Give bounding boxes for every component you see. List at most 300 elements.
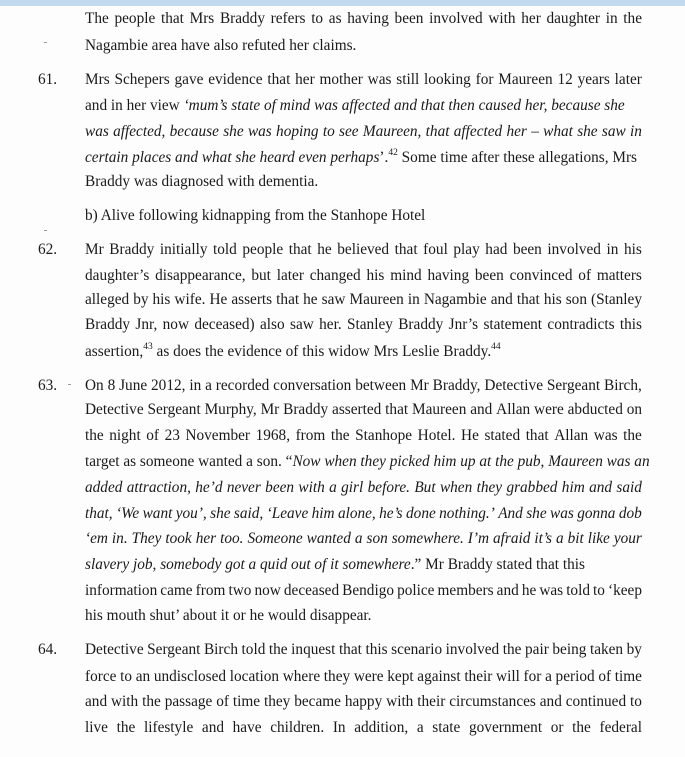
- word: deceased): [194, 316, 255, 333]
- word: taken: [589, 641, 624, 658]
- word: her: [521, 10, 541, 27]
- word: that: [160, 10, 184, 27]
- word: affected,: [113, 123, 166, 140]
- word: her: [195, 530, 217, 547]
- word: changed: [309, 267, 361, 284]
- word: Nagambie: [423, 291, 487, 308]
- word: he: [317, 241, 332, 258]
- word: Stanhope: [355, 427, 413, 444]
- word: location: [229, 668, 280, 685]
- footnote-ref: 44: [491, 342, 501, 352]
- word: with: [386, 693, 414, 710]
- paragraph-63-line: [85, 478, 642, 498]
- word: police: [397, 582, 435, 599]
- word: people: [114, 10, 156, 27]
- word: They: [131, 530, 162, 547]
- word: foul: [423, 241, 448, 258]
- word: to: [322, 123, 335, 140]
- word: to: [630, 693, 642, 710]
- word: or: [550, 719, 564, 736]
- word: Allan: [554, 427, 589, 444]
- word: 12: [557, 71, 573, 88]
- scan-mark: [68, 384, 71, 385]
- word: a: [416, 719, 424, 736]
- word: Maureen: [411, 401, 467, 418]
- word: Mrs: [189, 10, 215, 27]
- top-edge-bar: [0, 0, 685, 6]
- word: –: [531, 123, 539, 140]
- word: from: [295, 427, 326, 444]
- paragraph-number: 64.: [38, 641, 58, 658]
- word: circumstances: [449, 693, 536, 710]
- word: lifestyle: [143, 719, 194, 736]
- word: that: [385, 401, 409, 418]
- word: done: [406, 505, 436, 522]
- word: she: [526, 505, 547, 522]
- word: somewhere.: [391, 530, 464, 547]
- word: hoping: [276, 123, 319, 140]
- word: girl: [341, 479, 364, 496]
- word: Allan: [496, 401, 531, 418]
- word: mind: [390, 267, 422, 284]
- word: saw: [321, 291, 346, 308]
- word: in: [605, 10, 618, 27]
- word: being: [552, 641, 587, 658]
- word: a: [205, 377, 212, 394]
- word: disappearance,: [155, 267, 246, 284]
- scan-mark: [44, 42, 47, 43]
- word: said: [616, 479, 642, 496]
- word: play: [453, 241, 480, 258]
- word: deceased: [283, 582, 340, 599]
- word: came: [160, 582, 193, 599]
- footnote-ref: 43: [143, 342, 153, 352]
- word: Murphy,: [204, 401, 257, 418]
- word: also: [260, 316, 285, 333]
- paragraph-63-line: his mouth shut’ about it or he would disappear.: [85, 607, 372, 624]
- word: later: [614, 71, 642, 88]
- word: Someone: [247, 530, 303, 547]
- word: saw: [601, 123, 626, 140]
- word: this: [619, 316, 642, 333]
- word: for: [475, 71, 494, 88]
- word: with: [111, 693, 139, 710]
- word: and: [490, 291, 513, 308]
- word: of: [598, 668, 612, 685]
- word: the: [142, 693, 161, 710]
- paragraph-61-line: [85, 122, 642, 142]
- word: have: [232, 719, 262, 736]
- word: and: [85, 693, 108, 710]
- word: Maureen: [349, 291, 404, 308]
- word: said,: [233, 505, 264, 522]
- word: involved: [429, 10, 483, 27]
- word: been: [474, 267, 504, 284]
- word: pair: [525, 641, 549, 658]
- word: 23: [164, 427, 180, 444]
- word: two: [228, 582, 252, 599]
- paragraph-62-line: [85, 315, 642, 335]
- word: asserted: [332, 401, 382, 418]
- word: against: [417, 668, 461, 685]
- word: the: [572, 719, 591, 736]
- word: Mr: [85, 241, 104, 258]
- word: was: [247, 123, 272, 140]
- word: Detective: [85, 641, 144, 658]
- word: mother: [319, 71, 363, 88]
- word: your: [613, 530, 642, 547]
- word: now: [254, 582, 281, 599]
- word: to: [311, 10, 324, 27]
- paragraph-63-line: [85, 529, 642, 549]
- word: Detective: [484, 377, 543, 394]
- word: never: [226, 479, 261, 496]
- paragraph-63-line: target as someone wanted a son. “Now when they picked him up at the pub, Maureen was an: [85, 453, 650, 470]
- word: saw: [290, 316, 314, 333]
- word: I’m: [467, 530, 490, 547]
- word: a: [354, 530, 363, 547]
- word: him: [311, 505, 335, 522]
- word: told: [241, 641, 266, 658]
- word: wanted: [306, 530, 351, 547]
- word: Maureen,: [362, 123, 422, 140]
- paragraph-63-line: [85, 581, 642, 601]
- word: and: [539, 693, 562, 710]
- word: still: [396, 71, 420, 88]
- word: time: [614, 668, 642, 685]
- word: a: [545, 668, 552, 685]
- paragraph-64-line: [85, 718, 642, 738]
- paragraph-number: 61.: [38, 71, 58, 88]
- word: recorded: [215, 377, 270, 394]
- word: see: [339, 123, 359, 140]
- word: happy: [344, 693, 383, 710]
- word: were: [353, 668, 384, 685]
- word: now: [162, 316, 190, 333]
- word: Detective: [85, 401, 144, 418]
- word: Mrs: [85, 71, 110, 88]
- word: The: [85, 10, 109, 27]
- word: Jnr’s: [448, 316, 479, 333]
- word: what: [543, 123, 573, 140]
- word: information: [85, 582, 158, 599]
- word: that: [276, 291, 300, 308]
- word: you’,: [175, 505, 207, 522]
- word: Braddy: [219, 10, 265, 27]
- word: been: [512, 241, 542, 258]
- word: Braddy: [109, 241, 155, 258]
- word: they: [476, 479, 503, 496]
- word: involved: [547, 241, 601, 258]
- paragraph-63-line: slavery job, somebody got a quid out of it somewhere.” Mr Braddy stated that this: [85, 556, 585, 573]
- word: alone,: [337, 505, 376, 522]
- word: Braddy: [85, 316, 131, 333]
- word: ‘We: [116, 505, 140, 522]
- word: believed: [337, 241, 390, 258]
- word: that,: [85, 505, 113, 522]
- word: was: [550, 505, 574, 522]
- word: daughter: [546, 10, 601, 27]
- paragraph-continuation-line: Nagambie area have also refuted her claims.: [85, 37, 357, 54]
- word: that: [338, 641, 362, 658]
- word: involved: [445, 641, 500, 658]
- word: live: [85, 719, 108, 736]
- footnote-ref: 42: [388, 148, 398, 158]
- word: son: [565, 291, 587, 308]
- word: later: [276, 267, 304, 284]
- word: in: [189, 377, 202, 394]
- word: He: [209, 291, 228, 308]
- word: bit: [567, 530, 584, 547]
- word: continued: [565, 693, 627, 710]
- section-heading: b) Alive following kidnapping from the Stanhope Hotel: [85, 207, 426, 224]
- paragraph-62-line: [85, 266, 642, 286]
- word: before.: [367, 479, 410, 496]
- word: daughter’s: [85, 267, 150, 284]
- word: government: [469, 719, 543, 736]
- word: as: [328, 10, 342, 27]
- word: Jnr,: [135, 316, 158, 333]
- word: her: [506, 123, 527, 140]
- word: their: [417, 693, 446, 710]
- paragraph-63-line: [85, 400, 642, 420]
- word: his: [623, 241, 642, 258]
- word: stated: [484, 427, 521, 444]
- word: Schepers: [114, 71, 170, 88]
- word: Sergeant: [147, 641, 201, 658]
- word: by: [133, 291, 149, 308]
- word: conversation: [273, 377, 352, 394]
- word: having: [347, 10, 389, 27]
- word: On: [85, 377, 104, 394]
- paragraph-61-line: certain places and what she heard even perhaps’.$^{42}$ Some time after these allegations, Mrs: [85, 148, 638, 166]
- word: on: [626, 401, 642, 418]
- word: where: [282, 668, 321, 685]
- word: by: [626, 641, 642, 658]
- word: (Stanley: [591, 291, 642, 308]
- word: in.: [111, 530, 128, 547]
- word: time: [232, 693, 261, 710]
- word: and: [470, 401, 493, 418]
- word: like: [587, 530, 610, 547]
- word: Stanley: [347, 316, 393, 333]
- word: that: [525, 427, 549, 444]
- word: members: [437, 582, 494, 599]
- word: been: [394, 10, 424, 27]
- word: his: [543, 291, 562, 308]
- word: June: [119, 377, 148, 394]
- paragraph-64-line: [85, 640, 642, 660]
- paragraph-62-line: assertion,$^{43}$ as does the evidence of this widow Mrs Leslie Braddy.$^{44}$: [85, 342, 501, 360]
- word: scenario: [391, 641, 443, 658]
- paragraph-number: 62.: [38, 241, 58, 258]
- word: she: [577, 123, 598, 140]
- word: a: [329, 479, 337, 496]
- paragraph-63-line: [85, 504, 642, 524]
- word: that: [288, 241, 312, 258]
- word: they: [263, 693, 291, 710]
- word: Braddy,: [432, 377, 481, 394]
- word: In: [332, 719, 346, 736]
- word: him: [561, 479, 585, 496]
- word: told: [566, 582, 590, 599]
- word: affected: [453, 123, 503, 140]
- paragraph-63-line: [85, 426, 642, 446]
- word: federal: [599, 719, 642, 736]
- word: contradicts: [547, 316, 615, 333]
- word: kept: [387, 668, 414, 685]
- word: he: [521, 582, 537, 599]
- word: to: [593, 582, 605, 599]
- paragraph-number: 63.: [38, 377, 58, 394]
- word: added: [85, 479, 123, 496]
- word: that: [516, 291, 540, 308]
- word: between: [355, 377, 407, 394]
- word: state: [432, 719, 461, 736]
- paragraph-63-line: [85, 376, 642, 396]
- word: years: [577, 71, 610, 88]
- word: the: [85, 427, 104, 444]
- word: was: [367, 71, 392, 88]
- word: with: [488, 10, 516, 27]
- word: and: [201, 719, 224, 736]
- word: gonna: [577, 505, 616, 522]
- word: will: [496, 668, 520, 685]
- word: having: [427, 267, 470, 284]
- word: initially: [159, 241, 208, 258]
- word: became: [294, 693, 341, 710]
- word: of: [578, 267, 592, 284]
- word: a: [555, 530, 564, 547]
- word: they: [323, 668, 351, 685]
- word: 2012,: [151, 377, 186, 394]
- word: want: [142, 505, 173, 522]
- word: He: [461, 427, 479, 444]
- word: she: [223, 123, 244, 140]
- word: attraction,: [126, 479, 191, 496]
- word: gave: [174, 71, 204, 88]
- word: asserts: [231, 291, 273, 308]
- word: dob: [618, 505, 642, 522]
- word: Braddy: [398, 316, 444, 333]
- word: ‘Leave: [266, 505, 309, 522]
- word: to: [120, 668, 133, 685]
- word: in: [630, 123, 642, 140]
- word: told: [213, 241, 237, 258]
- word: he’d: [195, 479, 223, 496]
- word: the: [330, 427, 350, 444]
- word: But: [414, 479, 436, 496]
- word: afraid: [493, 530, 531, 547]
- word: too.: [220, 530, 244, 547]
- word: children.: [270, 719, 325, 736]
- word: she: [210, 505, 231, 522]
- word: that: [425, 123, 450, 140]
- word: convinced: [509, 267, 573, 284]
- word: with: [298, 479, 325, 496]
- word: people: [242, 241, 284, 258]
- word: period: [555, 668, 595, 685]
- word: son: [366, 530, 388, 547]
- paragraph-61-line: [85, 70, 642, 90]
- word: the: [268, 641, 288, 658]
- word: Birch,: [604, 377, 642, 394]
- scan-mark: [44, 230, 47, 231]
- word: in: [606, 241, 619, 258]
- word: looking: [424, 71, 471, 88]
- word: 8: [107, 377, 116, 394]
- word: alleged: [85, 291, 130, 308]
- word: of: [146, 427, 160, 444]
- word: he’s: [379, 505, 403, 522]
- word: this: [365, 641, 388, 658]
- word: passage: [164, 693, 213, 710]
- word: her: [295, 71, 315, 88]
- word: an: [135, 668, 151, 685]
- word: he: [303, 291, 318, 308]
- word: force: [85, 668, 117, 685]
- paragraph-continuation-line: [85, 9, 642, 29]
- word: night: [109, 427, 141, 444]
- word: Sergeant: [546, 377, 601, 394]
- word: in: [407, 291, 420, 308]
- word: Braddy: [283, 401, 329, 418]
- word: ‘em: [85, 530, 108, 547]
- word: were: [534, 401, 564, 418]
- word: because: [169, 123, 219, 140]
- paragraph-62-line: [85, 240, 642, 260]
- paragraph-61-line: and in her view ‘mum’s state of mind was affected and that then caused her, because she: [85, 97, 625, 114]
- word: Birch: [203, 641, 238, 658]
- word: Mr: [260, 401, 280, 418]
- paragraph-62-line: [85, 290, 642, 310]
- word: the: [502, 641, 522, 658]
- paragraph-61-line: Braddy was diagnosed with dementia.: [85, 173, 319, 190]
- word: had: [485, 241, 508, 258]
- word: undisclosed: [153, 668, 227, 685]
- word: Mr: [410, 377, 429, 394]
- word: statement: [483, 316, 543, 333]
- word: was: [539, 582, 564, 599]
- word: addition,: [354, 719, 409, 736]
- word: that: [267, 71, 291, 88]
- word: ‘keep: [608, 582, 642, 599]
- word: and: [496, 582, 519, 599]
- word: abducted: [567, 401, 623, 418]
- word: Hotel.: [417, 427, 456, 444]
- word: the: [623, 10, 642, 27]
- word: that: [394, 241, 418, 258]
- word: her.: [319, 316, 342, 333]
- word: been: [265, 479, 295, 496]
- word: for: [523, 668, 542, 685]
- word: Bendigo: [342, 582, 394, 599]
- word: their: [464, 668, 493, 685]
- word: took: [165, 530, 192, 547]
- word: the: [116, 719, 136, 736]
- word: was: [593, 427, 618, 444]
- word: Sergeant: [147, 401, 201, 418]
- word: his: [366, 267, 385, 284]
- word: grabbed: [506, 479, 558, 496]
- word: November: [185, 427, 251, 444]
- word: it’s: [534, 530, 552, 547]
- word: inquest: [291, 641, 336, 658]
- word: 1968,: [255, 427, 291, 444]
- paragraph-64-line: [85, 667, 642, 687]
- word: And: [498, 505, 523, 522]
- word: nothing.’: [439, 505, 495, 522]
